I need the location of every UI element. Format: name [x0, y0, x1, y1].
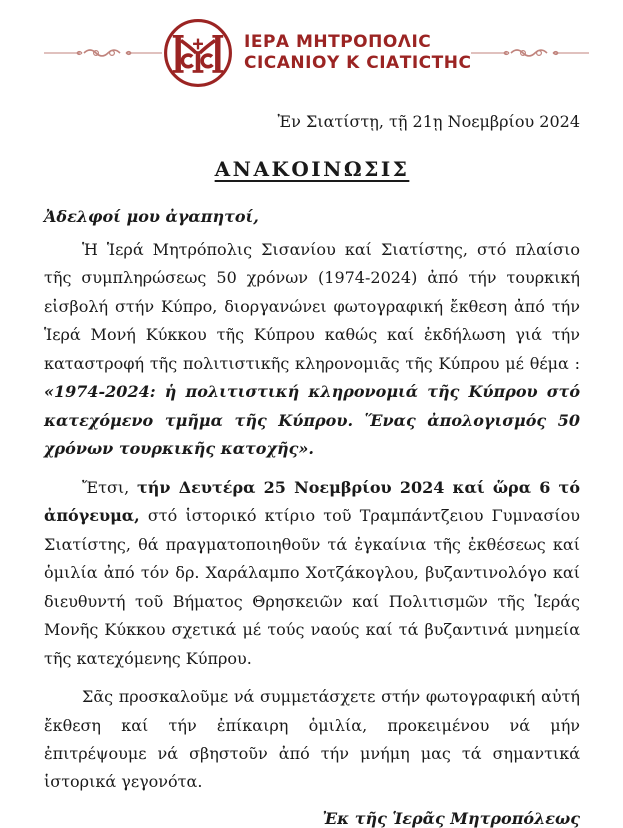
paragraph-span: τήν Δευτέρα 25 Νοεμβρίου 2024 καί ὥρα 6 τό ἀπόγευμα, — [44, 477, 580, 526]
right-flourish-icon — [471, 43, 589, 63]
dateline: Ἐν Σιατίστῃ, τῇ 21ῃ Νοεμβρίου 2024 — [277, 112, 580, 131]
paragraph — [44, 683, 580, 797]
document-title — [44, 157, 580, 181]
paragraph-span: Ἔτσι, — [82, 477, 137, 497]
metropolis-seal-icon — [162, 17, 234, 89]
paragraph — [44, 474, 580, 673]
paragraph-span: Σᾶς προσκαλοῦμε νά συμμετάσχετε στήν φωτογραφική αὐτή ἔκθεση καί τήν ἐπίκαιρη ὁμιλία, προκειμένου νά μήν ἐπιτρέψουμε νά σβηστοῦν ἀπό τήν μνήμη μας τά σημαντικά ἱστορικά γεγονότα. — [44, 687, 580, 792]
paragraph — [44, 236, 580, 464]
document-title-text: ΑΝΑΚΟΙΝΩΣΙΣ — [214, 157, 410, 181]
closing-signature: Ἐκ τῆς Ἱερᾶς Μητροπόλεως — [322, 808, 580, 828]
left-flourish-icon — [44, 43, 162, 63]
letterhead — [44, 12, 580, 94]
salutation: Ἀδελφοί μου ἀγαπητοί, — [44, 207, 259, 226]
paragraph-span: Ἡ Ἱερά Μητρόπολις Σισανίου καί Σιατίστης, στό πλαίσιο τῆς συμπληρώσεως 50 χρόνων (1974-2024) ἀπό τήν τουρκική εἰσβολή στήν Κύπρο, διοργανώνει φωτογραφική ἔκθεση ἀπό τήν Ἱερά Μονή Κύκκου τῆς Κύπρου καθώς καί ἐκδήλωση γιά τήν καταστροφή τῆς πολιτιστικῆς κληρονομιᾶς τῆς Κύπρου μέ θέμα : — [44, 240, 580, 373]
brand-block — [162, 17, 471, 89]
paragraphs — [44, 236, 580, 797]
organization-name-line1: ΙΕΡΑ ΜΗΤΡΟΠΟΛΙϹ — [244, 32, 432, 53]
organization-name — [244, 32, 471, 73]
paragraph-span: στό ἱστορικό κτίριο τοῦ Τραμπάντζειου Γυμνασίου Σιατίστης, θά πραγματοποιηθοῦν τά ἐγκαίνια τῆς ἐκθέσεως καί ὁμιλία ἀπό τόν δρ. Χαράλαμπο Χοτζάκογλου, βυζαντινολόγο καί διευθυντή τοῦ Βήματος Θρησκειῶν καί Πολιτισμῶν τῆς Ἱεράς Μονῆς Κύκκου σχετικά μέ τούς ναούς καί τά βυζαντινά μνημεία τῆς κατεχόμενης Κύπρου. — [44, 506, 580, 668]
paragraph-span: «1974-2024: ἡ πολιτιστική κληρονομιά τῆς Κύπρου στό κατεχόμενο τμῆμα τῆς Κύπρου. Ἕνας ἀπολογισμός 50 χρόνων τουρκικῆς κατοχῆς». — [44, 382, 580, 459]
organization-name-line2: ϹΙϹΑΝΙΟΥ Κ ϹΙΑΤΙϹΤΗϹ — [244, 53, 472, 73]
